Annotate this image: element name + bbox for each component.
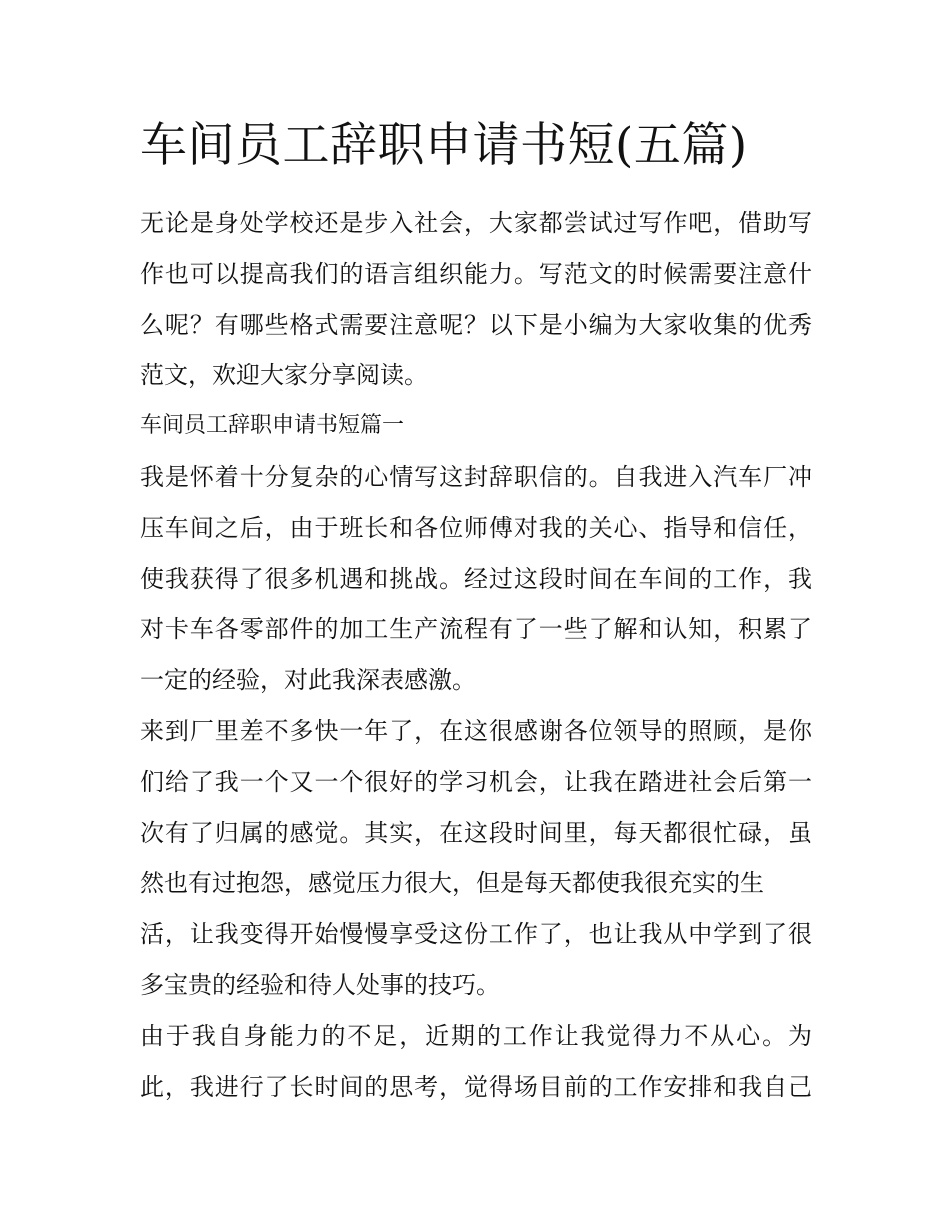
- paragraph-line: 然也有过抱怨，感觉压力很大，但是每天都使我很充实的生: [140, 869, 764, 898]
- document-title: 车间员工辞职申请书短(五篇): [140, 118, 748, 173]
- paragraph-line: 我是怀着十分复杂的心情写这封辞职信的。自我进入汽车厂冲: [140, 462, 812, 491]
- paragraph-line: 来到厂里差不多快一年了，在这很感谢各位领导的照顾，是你: [140, 716, 812, 745]
- paragraph-line: 此，我进行了长时间的思考，觉得场目前的工作安排和我自己: [140, 1072, 812, 1101]
- paragraph-line: 作也可以提高我们的语言组织能力。写范文的时候需要注意什: [140, 259, 812, 288]
- paragraph-line: 一定的经验，对此我深表感激。: [140, 666, 476, 695]
- paragraph-line: 们给了我一个又一个很好的学习机会，让我在踏进社会后第一: [140, 767, 812, 796]
- paragraph-line: 无论是身处学校还是步入社会，大家都尝试过写作吧，借助写: [140, 209, 812, 237]
- paragraph-line: 多宝贵的经验和待人处事的技巧。: [140, 970, 500, 999]
- paragraph-line: 由于我自身能力的不足，近期的工作让我觉得力不从心。为: [140, 1021, 812, 1050]
- paragraph-line: 次有了归属的感觉。其实，在这段时间里，每天都很忙碌，虽: [140, 818, 812, 847]
- paragraph-line: 对卡车各零部件的加工生产流程有了一些了解和认知，积累了: [140, 615, 812, 644]
- document-body: [140, 198, 812, 1112]
- paragraph-line: 么呢？有哪些格式需要注意呢？以下是小编为大家收集的优秀: [140, 310, 812, 339]
- section-heading: 车间员工辞职申请书短篇一: [140, 413, 405, 439]
- paragraph-line: 范文，欢迎大家分享阅读。: [140, 361, 428, 390]
- paragraph-line: 活，让我变得开始慢慢享受这份工作了，也让我从中学到了很: [140, 920, 812, 949]
- paragraph-line: 使我获得了很多机遇和挑战。经过这段时间在车间的工作，我: [140, 564, 812, 593]
- paragraph-line: 压车间之后，由于班长和各位师傅对我的关心、指导和信任，: [140, 513, 812, 542]
